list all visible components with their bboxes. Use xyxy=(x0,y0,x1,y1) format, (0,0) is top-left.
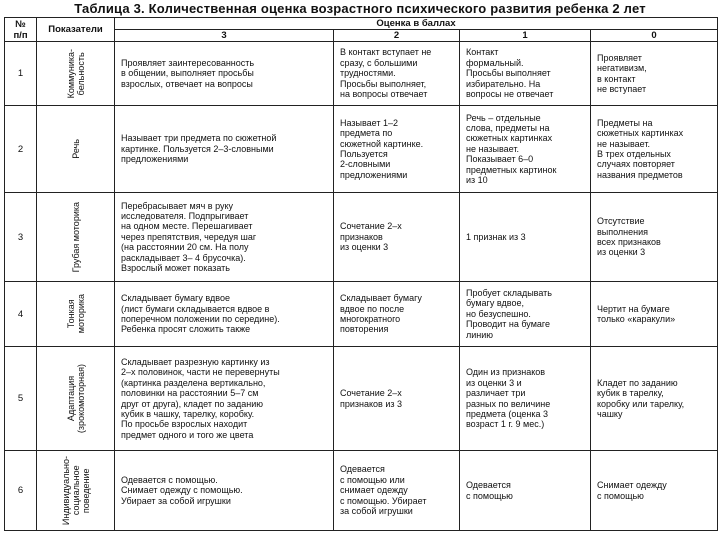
table-row xyxy=(5,282,718,347)
cell-score-2: Одевается с помощью или снимает одежду с помощью. Убирает за собой игрушки xyxy=(334,451,460,531)
row-indicator xyxy=(37,106,115,193)
cell-score-0: Кладет по заданию кубик в тарелку, коробку или тарелку, чашку xyxy=(591,347,718,451)
row-indicator xyxy=(37,451,115,531)
row-indicator xyxy=(37,347,115,451)
indicator-label: Речь xyxy=(70,139,81,159)
cell-score-2: Сочетание 2–х признаков из оценки 3 xyxy=(334,193,460,282)
cell-score-3: Перебрасывает мяч в руку исследователя. Подпрыгивает на одном месте. Перешагивает через препятствия, чередуя шаг (на расстоянии 20 см. На полу раскладывает 3– 4 брусочка). Взрослый может показать xyxy=(115,193,334,282)
table-title: Таблица 3. Количественная оценка возрастного психического развития ребенка 2 лет xyxy=(74,1,646,16)
cell-score-0: Проявляет негативизм, в контакт не вступает xyxy=(591,42,718,106)
cell-score-2: Называет 1–2 предмета по сюжетной картинке. Пользуется 2-словными предложениями xyxy=(334,106,460,193)
cell-score-1: Контакт формальный. Просьбы выполняет избирательно. На вопросы не отвечает xyxy=(460,42,591,106)
cell-score-1: 1 признак из 3 xyxy=(460,193,591,282)
table-row xyxy=(5,106,718,193)
cell-score-3: Называет три предмета по сюжетной картинке. Пользуется 2–3-словными предложениями xyxy=(115,106,334,193)
header-score-2: 2 xyxy=(334,30,460,42)
row-indicator xyxy=(37,42,115,106)
row-indicator xyxy=(37,193,115,282)
indicator-label: Тонкая моторика xyxy=(65,294,86,334)
cell-score-2: В контакт вступает не сразу, с большими трудностями. Просьбы выполняет, на вопросы отвечает xyxy=(334,42,460,106)
cell-score-2: Сочетание 2–х признаков из 3 xyxy=(334,347,460,451)
cell-score-0: Предметы на сюжетных картинках не называет. В трех отдельных случаях повторяет названия предметов xyxy=(591,106,718,193)
cell-score-0: Отсутствие выполнения всех признаков из оценки 3 xyxy=(591,193,718,282)
row-indicator xyxy=(37,282,115,347)
table-row xyxy=(5,193,718,282)
row-num: 5 xyxy=(5,347,37,451)
cell-score-3: Проявляет заинтересованность в общении, выполняет просьбы взрослых, отвечает на вопросы xyxy=(115,42,334,106)
header-num xyxy=(5,18,37,42)
cell-score-3: Складывает бумагу вдвое (лист бумаги складывается вдвое в поперечном положении по середине). Ребенка просят сложить также xyxy=(115,282,334,347)
cell-score-2: Складывает бумагу вдвое по после многократного повторения xyxy=(334,282,460,347)
row-num: 4 xyxy=(5,282,37,347)
cell-score-3: Складывает разрезную картинку из 2–х половинок, части не перевернуты (картинка разделена вертикально, половинки на расстоянии 5–7 см друг от друга), кладет по заданию кубик в чашку, тарелку, коробку. По просьбе взрослых находит предмет одного и того же цвета xyxy=(115,347,334,451)
cell-score-0: Чертит на бумаге только «каракули» xyxy=(591,282,718,347)
header-num-label: № п/п xyxy=(13,18,28,41)
header-score-0: 0 xyxy=(591,30,718,42)
row-num: 2 xyxy=(5,106,37,193)
indicator-label: Индивидуально- социальное поведение xyxy=(60,455,91,526)
cell-score-3: Одевается с помощью. Снимает одежду с помощью. Убирает за собой игрушки xyxy=(115,451,334,531)
cell-score-1: Пробует складывать бумагу вдвое, но безуспешно. Проводит на бумаге линию xyxy=(460,282,591,347)
indicator-label: Грубая моторика xyxy=(70,201,81,273)
table-row xyxy=(5,451,718,531)
table-row xyxy=(5,347,718,451)
cell-score-0: Снимает одежду с помощью xyxy=(591,451,718,531)
assessment-table xyxy=(4,17,718,531)
cell-score-1: Речь – отдельные слова, предметы на сюжетных картинках не называет. Показывает 6–0 предметных картинок из 10 xyxy=(460,106,591,193)
indicator-label: Коммуника- бельность xyxy=(65,48,86,99)
row-num: 1 xyxy=(5,42,37,106)
header-score-1: 1 xyxy=(460,30,591,42)
header-indicator: Показатели xyxy=(37,18,115,42)
table-row xyxy=(5,42,718,106)
cell-score-1: Один из признаков из оценки 3 и различает три разных по величине предмета (оценка 3 возраст 1 г. 9 мес.) xyxy=(460,347,591,451)
header-score: Оценка в баллах xyxy=(115,18,718,30)
row-num: 6 xyxy=(5,451,37,531)
row-num: 3 xyxy=(5,193,37,282)
cell-score-1: Одевается с помощью xyxy=(460,451,591,531)
header-score-3: 3 xyxy=(115,30,334,42)
indicator-label: Адаптация (зрокомоторная) xyxy=(65,363,86,434)
